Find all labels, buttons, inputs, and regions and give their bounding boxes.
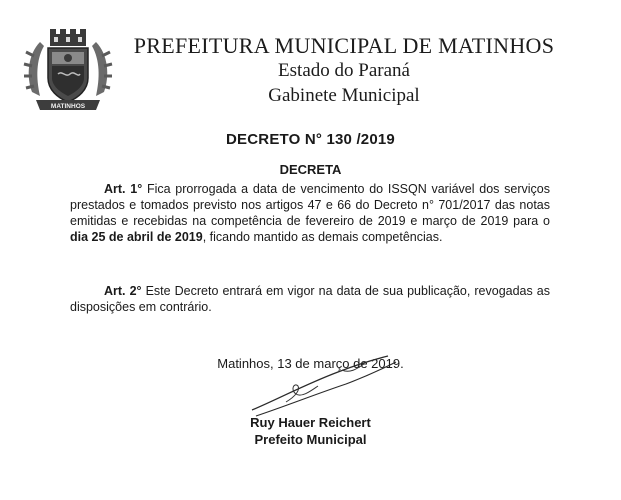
article-1-text-end: , ficando mantido as demais competências. bbox=[202, 230, 443, 244]
decree-verb: DECRETA bbox=[279, 162, 342, 177]
article-2-label: Art. 2° bbox=[104, 284, 142, 298]
letterhead bbox=[124, 34, 564, 108]
municipality-title: PREFEITURA MUNICIPAL DE MATINHOS bbox=[133, 33, 555, 58]
article-1-text: Fica prorrogada a data de vencimento do ISSQN variável dos serviços prestados e tomados previsto nos artigos 47 e 66 do Decreto n° 701/2017 das notas emitidas e recebidas na competência de fevereiro de 2019 e março de 2019 para o bbox=[70, 182, 550, 228]
article-2-text: Este Decreto entrará em vigor na data de sua publicação, revogadas as disposições em contrário. bbox=[70, 284, 551, 314]
crest-label: MATINHOS bbox=[50, 103, 86, 110]
state-name: Estado do Paraná bbox=[278, 60, 410, 81]
signer-name: Ruy Hauer Reichert bbox=[250, 415, 371, 430]
article-1-label: Art. 1° bbox=[104, 182, 143, 196]
municipal-crest-icon bbox=[22, 26, 114, 116]
signer-role: Prefeito Municipal bbox=[254, 432, 367, 447]
decree-title: DECRETO N° 130 /2019 bbox=[226, 131, 395, 148]
handwritten-signature bbox=[246, 350, 406, 420]
office-name: Gabinete Municipal bbox=[268, 85, 420, 106]
article-1-deadline: dia 25 de abril de 2019 bbox=[70, 230, 203, 244]
article-1 bbox=[70, 181, 550, 245]
article-2 bbox=[70, 283, 550, 315]
place-and-date: Matinhos, 13 de março de 2019. bbox=[217, 356, 404, 371]
